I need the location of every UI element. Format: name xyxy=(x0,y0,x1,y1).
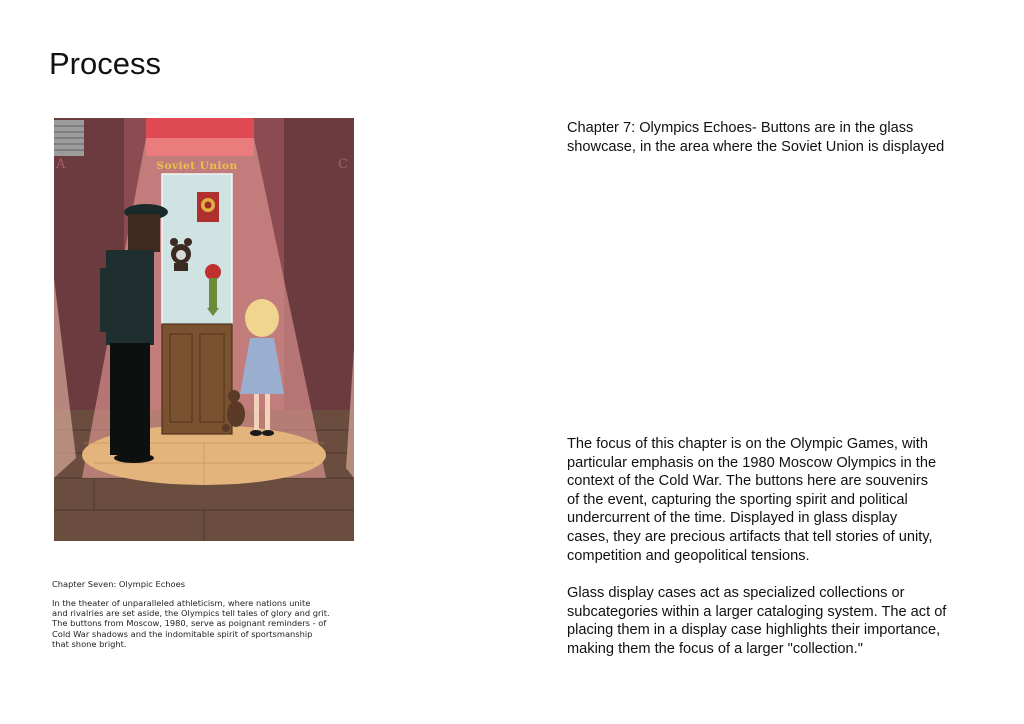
caption-line: and rivalries are set aside, the Olympics tell tales of glory and grit. xyxy=(52,608,330,619)
display-case-explanation xyxy=(567,584,987,658)
paragraph-line: competition and geopolitical tensions. xyxy=(567,547,810,564)
paragraph-line: making them the focus of a larger "collection." xyxy=(567,640,863,657)
paragraph-line: The focus of this chapter is on the Olympic Games, with xyxy=(567,436,928,452)
caption-line: In the theater of unparalleled athleticism, where nations unite xyxy=(52,598,311,608)
illustration-caption xyxy=(52,579,362,649)
olympic-showcase-illustration xyxy=(54,118,354,541)
chapter-heading-line: showcase, in the area where the Soviet Union is displayed xyxy=(567,138,945,155)
paragraph-line: of the event, capturing the sporting spirit and political xyxy=(567,491,908,508)
caption-line: Cold War shadows and the indomitable spirit of sportsmanship xyxy=(52,628,313,639)
svg-text:C: C xyxy=(338,157,348,172)
paragraph-line: subcategories within a larger cataloging system. The act of xyxy=(567,603,947,620)
chapter-heading xyxy=(567,119,987,156)
page-title: Process xyxy=(49,46,161,81)
cabinet-door xyxy=(162,324,232,434)
paragraph-line: context of the Cold War. The buttons here are souvenirs xyxy=(567,473,928,490)
paragraph-line: cases, they are precious artifacts that tell stories of unity, xyxy=(567,528,933,545)
caption-line: The buttons from Moscow, 1980, serve as poignant reminders - of xyxy=(52,618,327,629)
country-sign: Soviet Union xyxy=(156,160,238,172)
paragraph-line: Glass display cases act as specialized collections or xyxy=(567,585,905,601)
caption-line: that shone bright. xyxy=(52,638,127,649)
paragraph-line: undercurrent of the time. Displayed in glass display xyxy=(567,510,898,527)
chapter-heading-line: Chapter 7: Olympics Echoes- Buttons are in the glass xyxy=(567,120,914,136)
paragraph-line: particular emphasis on the 1980 Moscow Olympics in the xyxy=(567,454,937,471)
paragraph-line: placing them in a display case highlights their importance, xyxy=(567,622,941,639)
svg-text:A: A xyxy=(56,157,66,172)
caption-body xyxy=(52,598,362,649)
chapter-description xyxy=(567,435,987,565)
caption-title: Chapter Seven: Olympic Echoes xyxy=(52,579,186,589)
